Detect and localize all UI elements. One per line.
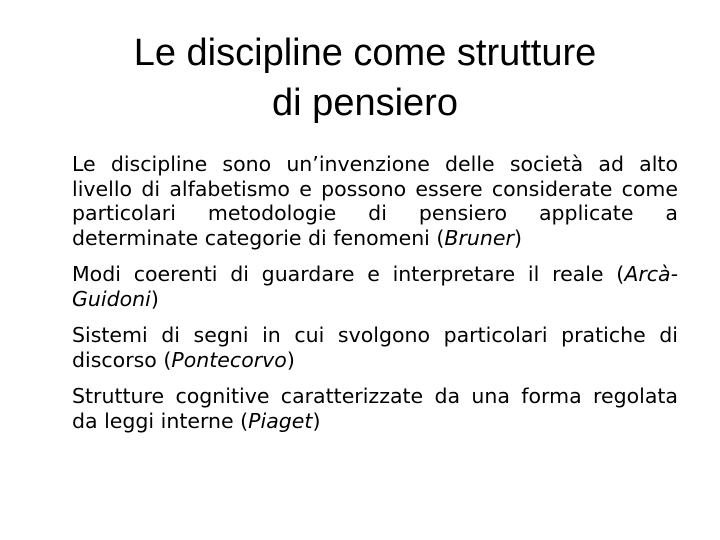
slide-title-line-1: Le discipline come strutture [133,32,597,74]
slide-title-line-2: di pensiero [272,82,458,124]
paragraph-piaget [72,384,678,433]
paragraph-arca-guidoni [72,262,678,311]
paragraph-bruner [72,152,678,250]
author-citation: Piaget [248,408,313,433]
paragraph-text-end: ) [286,347,295,372]
paragraph-text: Sistemi di segni in cui svolgono particolari pratiche di discorso ( [72,323,678,372]
paragraph-text: Le discipline sono un’invenzione delle società ad alto livello di alfabetismo e possono essere considerate come particolari metodologie di pensiero applicate a determinate categorie di fenomeni ( [72,152,678,250]
paragraph-pontecorvo [72,323,678,372]
paragraph-text-end: ) [513,225,522,250]
author-citation: Pontecorvo [171,347,287,372]
slide-title [60,28,670,128]
slide-body [72,152,678,445]
paragraph-text: Modi coerenti di guardare e interpretare il reale ( [72,262,625,286]
paragraph-text-end: ) [312,408,321,433]
paragraph-text-end: ) [150,286,159,311]
author-citation: Arcà-Guidoni [72,262,678,311]
author-citation: Bruner [444,225,514,250]
paragraph-text: Strutture cognitive caratterizzate da una forma regolata da leggi interne ( [72,384,678,433]
